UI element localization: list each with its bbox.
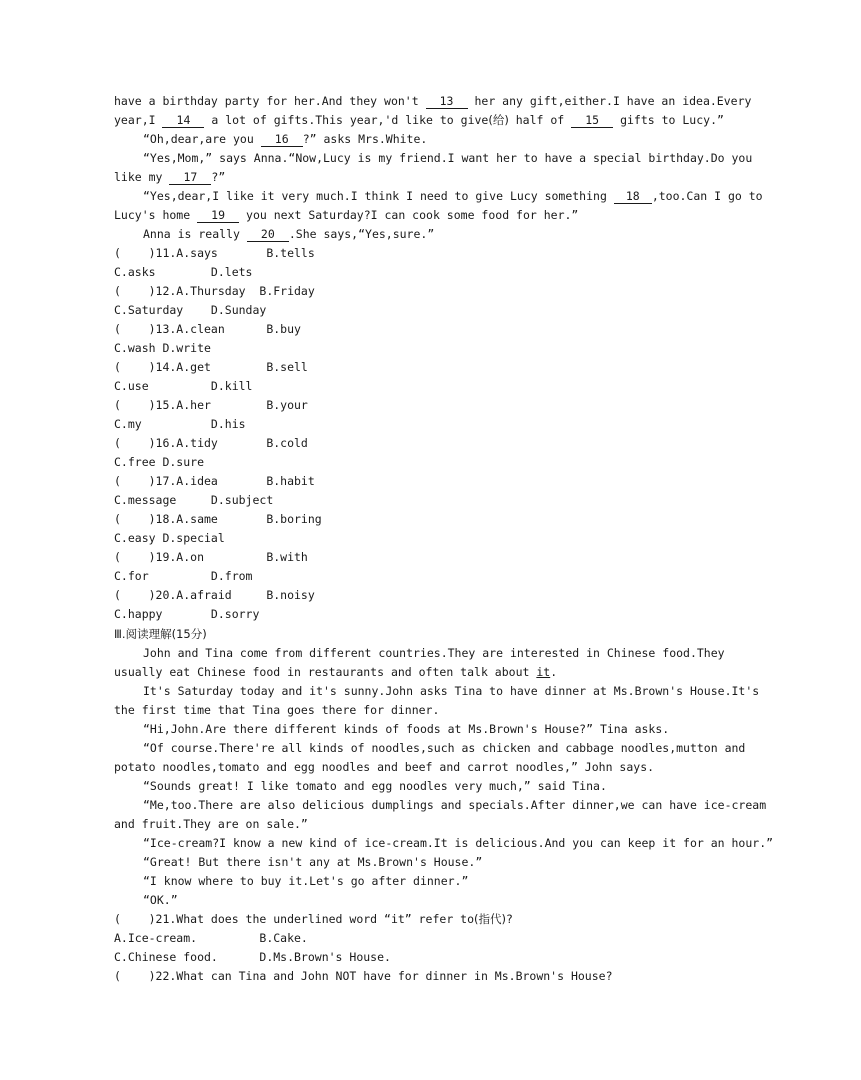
cloze-line-6: “Yes,dear,I like it very much.I think I need to give Lucy something 18 ,too.Can I go to <box>143 189 763 203</box>
blank-15: 15 <box>571 113 613 128</box>
question-16-options-ab: ( )16.A.tidy B.cold <box>114 436 308 450</box>
reading-p1-line-2: usually eat Chinese food in restaurants and often talk about it. <box>114 665 558 679</box>
reading-p9: “I know where to buy it.Let's go after dinner.” <box>143 874 469 888</box>
cloze-line-5: like my 17 ?” <box>114 170 226 184</box>
question-19-options-cd: C.for D.from <box>114 569 253 583</box>
cloze-line-2: year,I 14 a lot of gifts.This year,'d like to give(给) half of 15 gifts to Lucy.” <box>114 113 724 127</box>
reading-p2-line-2: the first time that Tina goes there for dinner. <box>114 703 440 717</box>
question-15-options-cd: C.my D.his <box>114 417 246 431</box>
blank-13: 13 <box>426 94 468 109</box>
question-20-options-ab: ( )20.A.afraid B.noisy <box>114 588 315 602</box>
reading-p6-line-1: “Me,too.There are also delicious dumplings and specials.After dinner,we can have ice-cream <box>143 798 767 812</box>
question-20-options-cd: C.happy D.sorry <box>114 607 260 621</box>
question-14-options-cd: C.use D.kill <box>114 379 253 393</box>
question-22: ( )22.What can Tina and John NOT have for dinner in Ms.Brown's House? <box>114 969 613 983</box>
cloze-line-1: have a birthday party for her.And they won't 13 her any gift,either.I have an idea.Every <box>114 94 752 108</box>
question-21-options-ab: A.Ice-cream. B.Cake. <box>114 931 308 945</box>
reading-p7: “Ice-cream?I know a new kind of ice-cream.It is delicious.And you can keep it for an hour.” <box>143 836 774 850</box>
reading-p8: “Great! But there isn't any at Ms.Brown's House.” <box>143 855 483 869</box>
cloze-line-7: Lucy's home 19 you next Saturday?I can cook some food for her.” <box>114 208 579 222</box>
question-12-options-cd: C.Saturday D.Sunday <box>114 303 267 317</box>
blank-16: 16 <box>261 132 303 147</box>
question-21-options-cd: C.Chinese food. D.Ms.Brown's House. <box>114 950 391 964</box>
blank-19: 19 <box>197 208 239 223</box>
question-18-options-ab: ( )18.A.same B.boring <box>114 512 322 526</box>
question-17-options-ab: ( )17.A.idea B.habit <box>114 474 315 488</box>
underlined-word-it: it <box>536 665 551 679</box>
reading-p5: “Sounds great! I like tomato and egg noodles very much,” said Tina. <box>143 779 607 793</box>
blank-18: 18 <box>614 189 652 204</box>
cloze-line-3: “Oh,dear,are you 16 ?” asks Mrs.White. <box>143 132 428 146</box>
question-11-options-ab: ( )11.A.says B.tells <box>114 246 315 260</box>
cloze-line-4: “Yes,Mom,” says Anna.“Now,Lucy is my friend.I want her to have a special birthday.Do you <box>143 151 753 165</box>
section-heading: Ⅲ.阅读理解(15分) <box>114 627 207 641</box>
reading-p1-line-1: John and Tina come from different countries.They are interested in Chinese food.They <box>143 646 725 660</box>
question-13-options-ab: ( )13.A.clean B.buy <box>114 322 301 336</box>
question-17-options-cd: C.message D.subject <box>114 493 274 507</box>
question-14-options-ab: ( )14.A.get B.sell <box>114 360 308 374</box>
question-21: ( )21.What does the underlined word “it” refer to(指代)? <box>114 912 513 926</box>
question-12-options-ab: ( )12.A.Thursday B.Friday <box>114 284 315 298</box>
reading-p4-line-1: “Of course.There're all kinds of noodles,such as chicken and cabbage noodles,mutton and <box>143 741 746 755</box>
blank-14: 14 <box>162 113 204 128</box>
reading-p3: “Hi,John.Are there different kinds of foods at Ms.Brown's House?” Tina asks. <box>143 722 670 736</box>
blank-20: 20 <box>247 227 289 242</box>
reading-p4-line-2: potato noodles,tomato and egg noodles and beef and carrot noodles,” John says. <box>114 760 655 774</box>
question-18-options-cd: C.easy D.special <box>114 531 225 545</box>
question-16-options-cd: C.free D.sure <box>114 455 205 469</box>
question-15-options-ab: ( )15.A.her B.your <box>114 398 308 412</box>
reading-p2-line-1: It's Saturday today and it's sunny.John asks Tina to have dinner at Ms.Brown's House.It's <box>143 684 760 698</box>
reading-p10: “OK.” <box>143 893 178 907</box>
question-13-options-cd: C.wash D.write <box>114 341 211 355</box>
question-11-options-cd: C.asks D.lets <box>114 265 253 279</box>
reading-p6-line-2: and fruit.They are on sale.” <box>114 817 308 831</box>
cloze-line-8: Anna is really 20 .She says,“Yes,sure.” <box>143 227 435 241</box>
question-19-options-ab: ( )19.A.on B.with <box>114 550 308 564</box>
blank-17: 17 <box>169 170 211 185</box>
